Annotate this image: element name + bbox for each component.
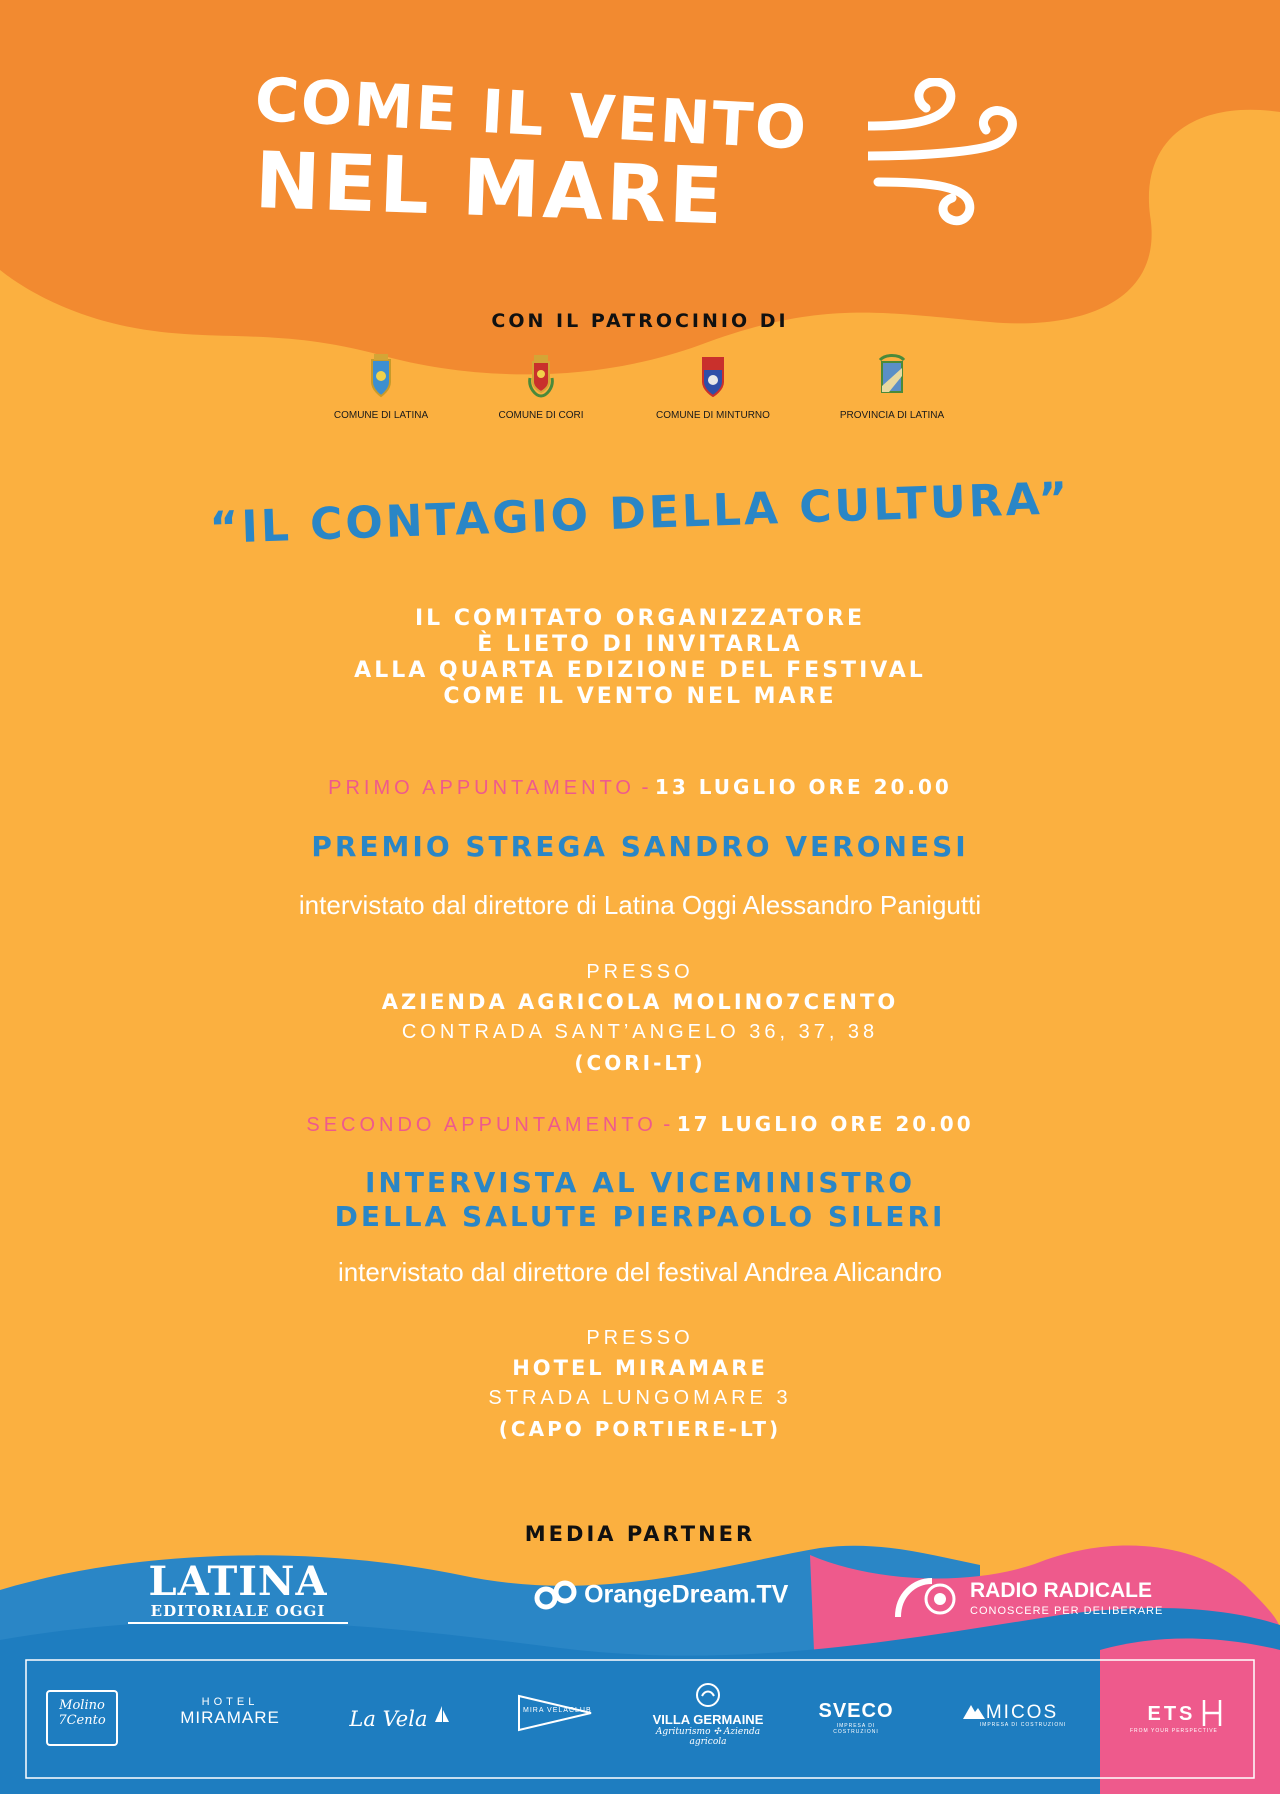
hotel-miramare-logo xyxy=(170,1696,290,1728)
patron-comune-latina xyxy=(306,352,456,421)
orangedream-text: OrangeDream.TV xyxy=(584,1580,789,1609)
event-title-line: INTERVISTA AL VICEMINISTRO xyxy=(364,1166,916,1199)
radio-sub-text: CONOSCERE PER DELIBERARE xyxy=(970,1605,1164,1617)
invitation-text xyxy=(0,606,1280,710)
patron-label: COMUNE DI MINTURNO xyxy=(656,410,770,421)
rose-icon xyxy=(894,1577,964,1621)
event-1-venue: AZIENDA AGRICOLA MOLINO7CENTO xyxy=(381,990,899,1014)
hotel-top-text: HOTEL xyxy=(201,1696,259,1708)
micos-logo xyxy=(950,1702,1070,1728)
event-label: SECONDO APPUNTAMENTO xyxy=(306,1114,657,1136)
patron-comune-minturno xyxy=(638,352,788,421)
event-label: PRIMO APPUNTAMENTO xyxy=(328,777,635,799)
sveco-sub-text: IMPRESA DI COSTRUZIONI xyxy=(833,1723,879,1735)
orangedream-logo xyxy=(533,1578,823,1612)
event-separator: - xyxy=(656,1112,677,1136)
latina-oggi-logo xyxy=(128,1558,348,1624)
event-datetime: 13 LUGLIO ORE 20.00 xyxy=(654,775,952,799)
event-1-address: CONTRADA SANT’ANGELO 36, 37, 38 xyxy=(401,1021,879,1043)
la-vela-logo xyxy=(340,1704,460,1731)
event-2-venue: HOTEL MIRAMARE xyxy=(512,1356,768,1380)
event-2-header xyxy=(0,1112,1280,1137)
ets-logo xyxy=(1130,1698,1240,1734)
latina-logo-main: LATINA xyxy=(148,1558,328,1605)
patron-label: COMUNE DI LATINA xyxy=(333,410,429,421)
event-separator: - xyxy=(634,775,655,799)
event-datetime: 17 LUGLIO ORE 20.00 xyxy=(676,1112,974,1136)
ets-mark-icon xyxy=(1201,1698,1223,1728)
villa-main-text: VILLA GERMAINE xyxy=(652,1712,764,1727)
event-2-address: STRADA LUNGOMARE 3 xyxy=(488,1387,792,1409)
villa-germaine-logo xyxy=(638,1682,778,1747)
media-partner-label: MEDIA PARTNER xyxy=(524,1522,756,1546)
event-1-header xyxy=(0,775,1280,800)
coat-of-arms-icon xyxy=(366,352,396,398)
molino-line2: 7Cento xyxy=(58,1713,106,1728)
festival-title xyxy=(253,65,810,243)
sveco-logo xyxy=(816,1700,896,1735)
event-1-title: PREMIO STREGA SANDRO VERONESI xyxy=(311,830,969,863)
event-1-presso: PRESSO xyxy=(586,961,694,983)
wind-swirl-icon xyxy=(868,78,1028,228)
coat-of-arms-icon xyxy=(526,352,556,398)
infinity-icon xyxy=(533,1578,579,1612)
velaclub-text: MIRA VELACLUB xyxy=(523,1707,592,1714)
molino7cento-logo xyxy=(46,1690,118,1746)
headline: “IL CONTAGIO DELLA CULTURA” xyxy=(208,472,1072,555)
title-line-2: NEL MARE xyxy=(253,136,728,243)
mountain-icon xyxy=(962,1702,986,1720)
micos-sub-text: IMPRESA DI COSTRUZIONI xyxy=(979,1722,1067,1728)
micos-text: MICOS xyxy=(985,1702,1059,1723)
title-line-1: COME IL VENTO xyxy=(253,65,810,164)
coat-of-arms-icon xyxy=(698,352,728,398)
invitation-line: IL COMITATO ORGANIZZATORE xyxy=(415,606,865,631)
event-2-presso: PRESSO xyxy=(586,1327,694,1349)
invitation-line: È LIETO DI INVITARLA xyxy=(477,632,803,657)
coat-of-arms-icon xyxy=(877,352,907,398)
invitation-line: ALLA QUARTA EDIZIONE DEL FESTIVAL xyxy=(354,658,926,683)
la-vela-text: La Vela xyxy=(349,1707,428,1731)
latina-logo-sub: EDITORIALE OGGI xyxy=(128,1602,348,1624)
patron-label: COMUNE DI CORI xyxy=(498,410,584,421)
sveco-main-text: SVECO xyxy=(818,1700,894,1722)
event-2-description: intervistato dal direttore del festival Andrea Alicandro xyxy=(337,1257,943,1287)
event-1-city: (CORI-LT) xyxy=(574,1051,706,1075)
ets-sub-text: FROM YOUR PERSPECTIVE xyxy=(1130,1728,1218,1734)
patron-label: PROVINCIA DI LATINA xyxy=(839,410,945,421)
villa-sub-text: Agriturismo ✣ Azienda agricola xyxy=(655,1727,761,1747)
patronage-label: CON IL PATROCINIO DI xyxy=(491,310,789,332)
patron-comune-cori xyxy=(466,352,616,421)
event-2-title xyxy=(0,1166,1280,1234)
mira-velaclub-logo xyxy=(515,1692,595,1738)
event-title-line: DELLA SALUTE PIERPAOLO SILERI xyxy=(334,1200,946,1233)
sailboat-icon xyxy=(433,1704,451,1726)
molino-line1: Molino xyxy=(59,1698,105,1713)
radio-main-text: RADIO RADICALE xyxy=(970,1579,1152,1602)
patron-provincia-latina xyxy=(817,352,967,421)
event-1-description: intervistato dal direttore di Latina Oggi Alessandro Panigutti xyxy=(298,890,982,920)
ets-main-text: ETS xyxy=(1147,1703,1196,1725)
hotel-main-text: MIRAMARE xyxy=(180,1708,280,1727)
villa-emblem-icon xyxy=(695,1682,721,1708)
invitation-line: COME IL VENTO NEL MARE xyxy=(443,684,837,709)
micos-main-text xyxy=(950,1702,1070,1724)
event-2-city: (CAPO PORTIERE-LT) xyxy=(498,1417,782,1441)
